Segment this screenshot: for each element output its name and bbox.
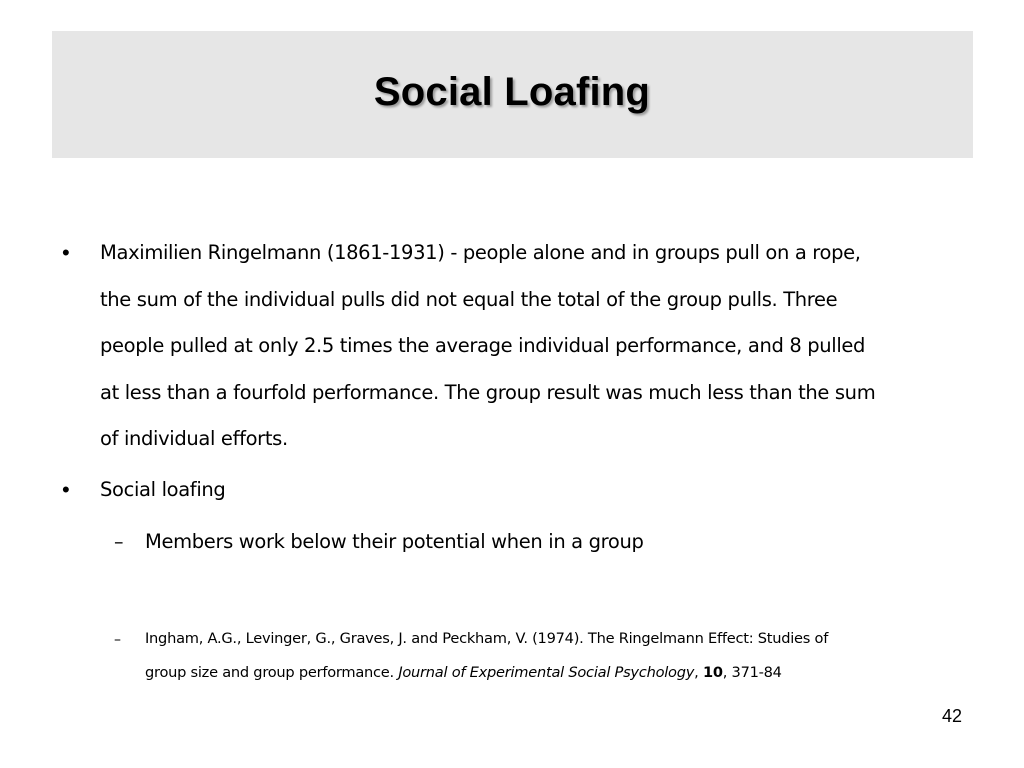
dash-icon: – (114, 531, 124, 553)
reference-separator: , (694, 664, 703, 681)
reference-pages: , 371-84 (722, 664, 782, 681)
bullet-icon: • (62, 477, 70, 502)
slide-title: Social Loafing (373, 70, 651, 114)
bullet-line: at less than a fourfold performance. The group result was much less than the sum (100, 380, 876, 404)
dash-icon: – (114, 632, 121, 648)
reference-journal: Journal of Experimental Social Psychology (398, 664, 695, 681)
reference-line-2 (145, 656, 965, 690)
bullet-social-loafing-text (100, 467, 960, 514)
bullet-icon: • (62, 240, 70, 265)
bullet-line: Maximilien Ringelmann (1861-1931) - people alone and in groups pull on a rope, (100, 241, 861, 264)
reference-line-1: Ingham, A.G., Levinger, G., Graves, J. and Peckham, V. (1974). The Ringelmann Effect: Studies of (145, 630, 829, 647)
bullet-line: people pulled at only 2.5 times the average individual performance, and 8 pulled (100, 334, 866, 357)
bullet-line: of individual efforts. (100, 427, 288, 450)
bullet-line: Social loafing (100, 478, 226, 501)
reference-volume: 10 (702, 664, 723, 681)
page-number: 42 (941, 706, 962, 726)
reference-title-part: group size and group performance. (145, 664, 399, 681)
bullet-line: the sum of the individual pulls did not equal the total of the group pulls. Three (100, 287, 838, 311)
reference-citation (145, 622, 965, 690)
sub-bullet-members: Members work below their potential when in a group (145, 530, 644, 553)
bullet-ringelmann-text (100, 230, 960, 463)
